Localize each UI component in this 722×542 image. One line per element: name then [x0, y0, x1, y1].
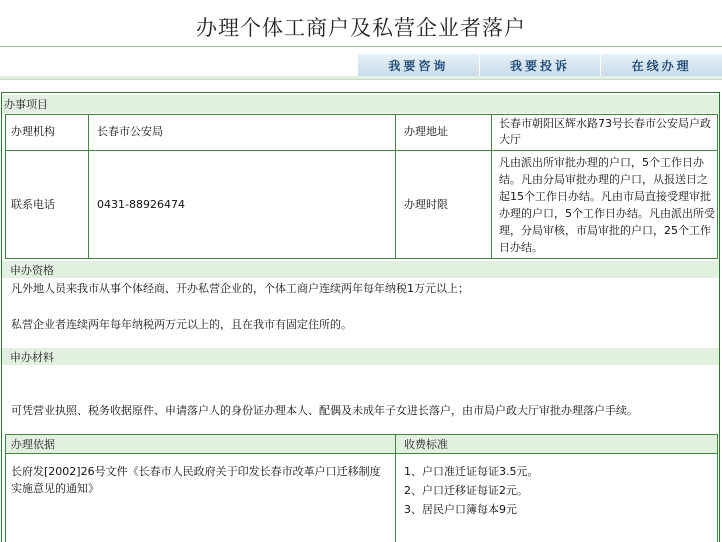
info-col-divider-1: [88, 114, 89, 259]
basis-section-header: 办理依据: [6, 435, 395, 453]
complaint-button[interactable]: 我要投诉: [480, 54, 602, 76]
fees-section-header: 收费标准: [396, 435, 717, 453]
fees-right-border: [717, 434, 718, 542]
materials-text: 可凭营业执照、税务收据原件、申请落户人的身份证办理本人、配偶及未成年子女进长落户，由市局户政大厅审批办理落户手续。: [11, 404, 638, 417]
page-title: 办理个体工商户及私营企业者落户: [196, 16, 526, 40]
address-value: 长春市朝阳区辉水路73号长春市公安局户政大厅: [499, 117, 711, 146]
phone-label: 联系电话: [11, 198, 55, 211]
time-limit-label: 办理时限: [404, 198, 448, 211]
materials-section-header: 申办材料: [2, 348, 719, 365]
info-col-divider-3: [491, 114, 492, 259]
title-divider: [0, 46, 722, 47]
qualification-line-1: 凡外地人员来我市从事个体经商、开办私营企业的，个体工商户连续两年每年纳税1万元以上；: [11, 282, 469, 295]
fee-item-2: 2、户口迁移证每证2元。: [404, 484, 528, 497]
agency-value: 长春市公安局: [97, 125, 163, 138]
info-col-divider-2: [395, 114, 396, 259]
basis-text: 长府发[2002]26号文件《长春市人民政府关于印发长春市改革户口迁移制度实施意见的通知》: [11, 465, 381, 495]
items-section-header: 办事项目: [2, 95, 719, 113]
basis-header-divider: [5, 453, 718, 454]
online-apply-button[interactable]: 在线办理: [601, 54, 722, 76]
address-label: 办理地址: [404, 125, 448, 138]
action-nav: [358, 54, 722, 76]
basis-left-border: [5, 434, 6, 542]
phone-value: 0431-88926474: [97, 198, 185, 211]
service-detail-panel: [1, 92, 720, 542]
qualification-section-header: 申办资格: [2, 261, 719, 278]
nav-divider: [0, 76, 722, 80]
basis-fees-divider: [395, 434, 396, 542]
consult-button[interactable]: 我要咨询: [358, 54, 480, 76]
fee-item-1: 1、户口准迁证每证3.5元。: [404, 465, 539, 478]
qualification-line-2: 私营企业者连续两年每年纳税两万元以上的，且在我市有固定住所的。: [11, 318, 352, 331]
agency-label: 办理机构: [11, 125, 55, 138]
fee-item-3: 3、居民户口簿每本9元: [404, 503, 517, 516]
time-limit-value: 凡由派出所审批办理的户口，5个工作日办结。凡由分局审批办理的户口，从报送日之起15个工作日办结。凡由市局直接受理审批办理的户口，5个工作日办结。凡由派出所受理，分局审核，市局审批的户口，25个工作日办结。: [499, 156, 715, 254]
